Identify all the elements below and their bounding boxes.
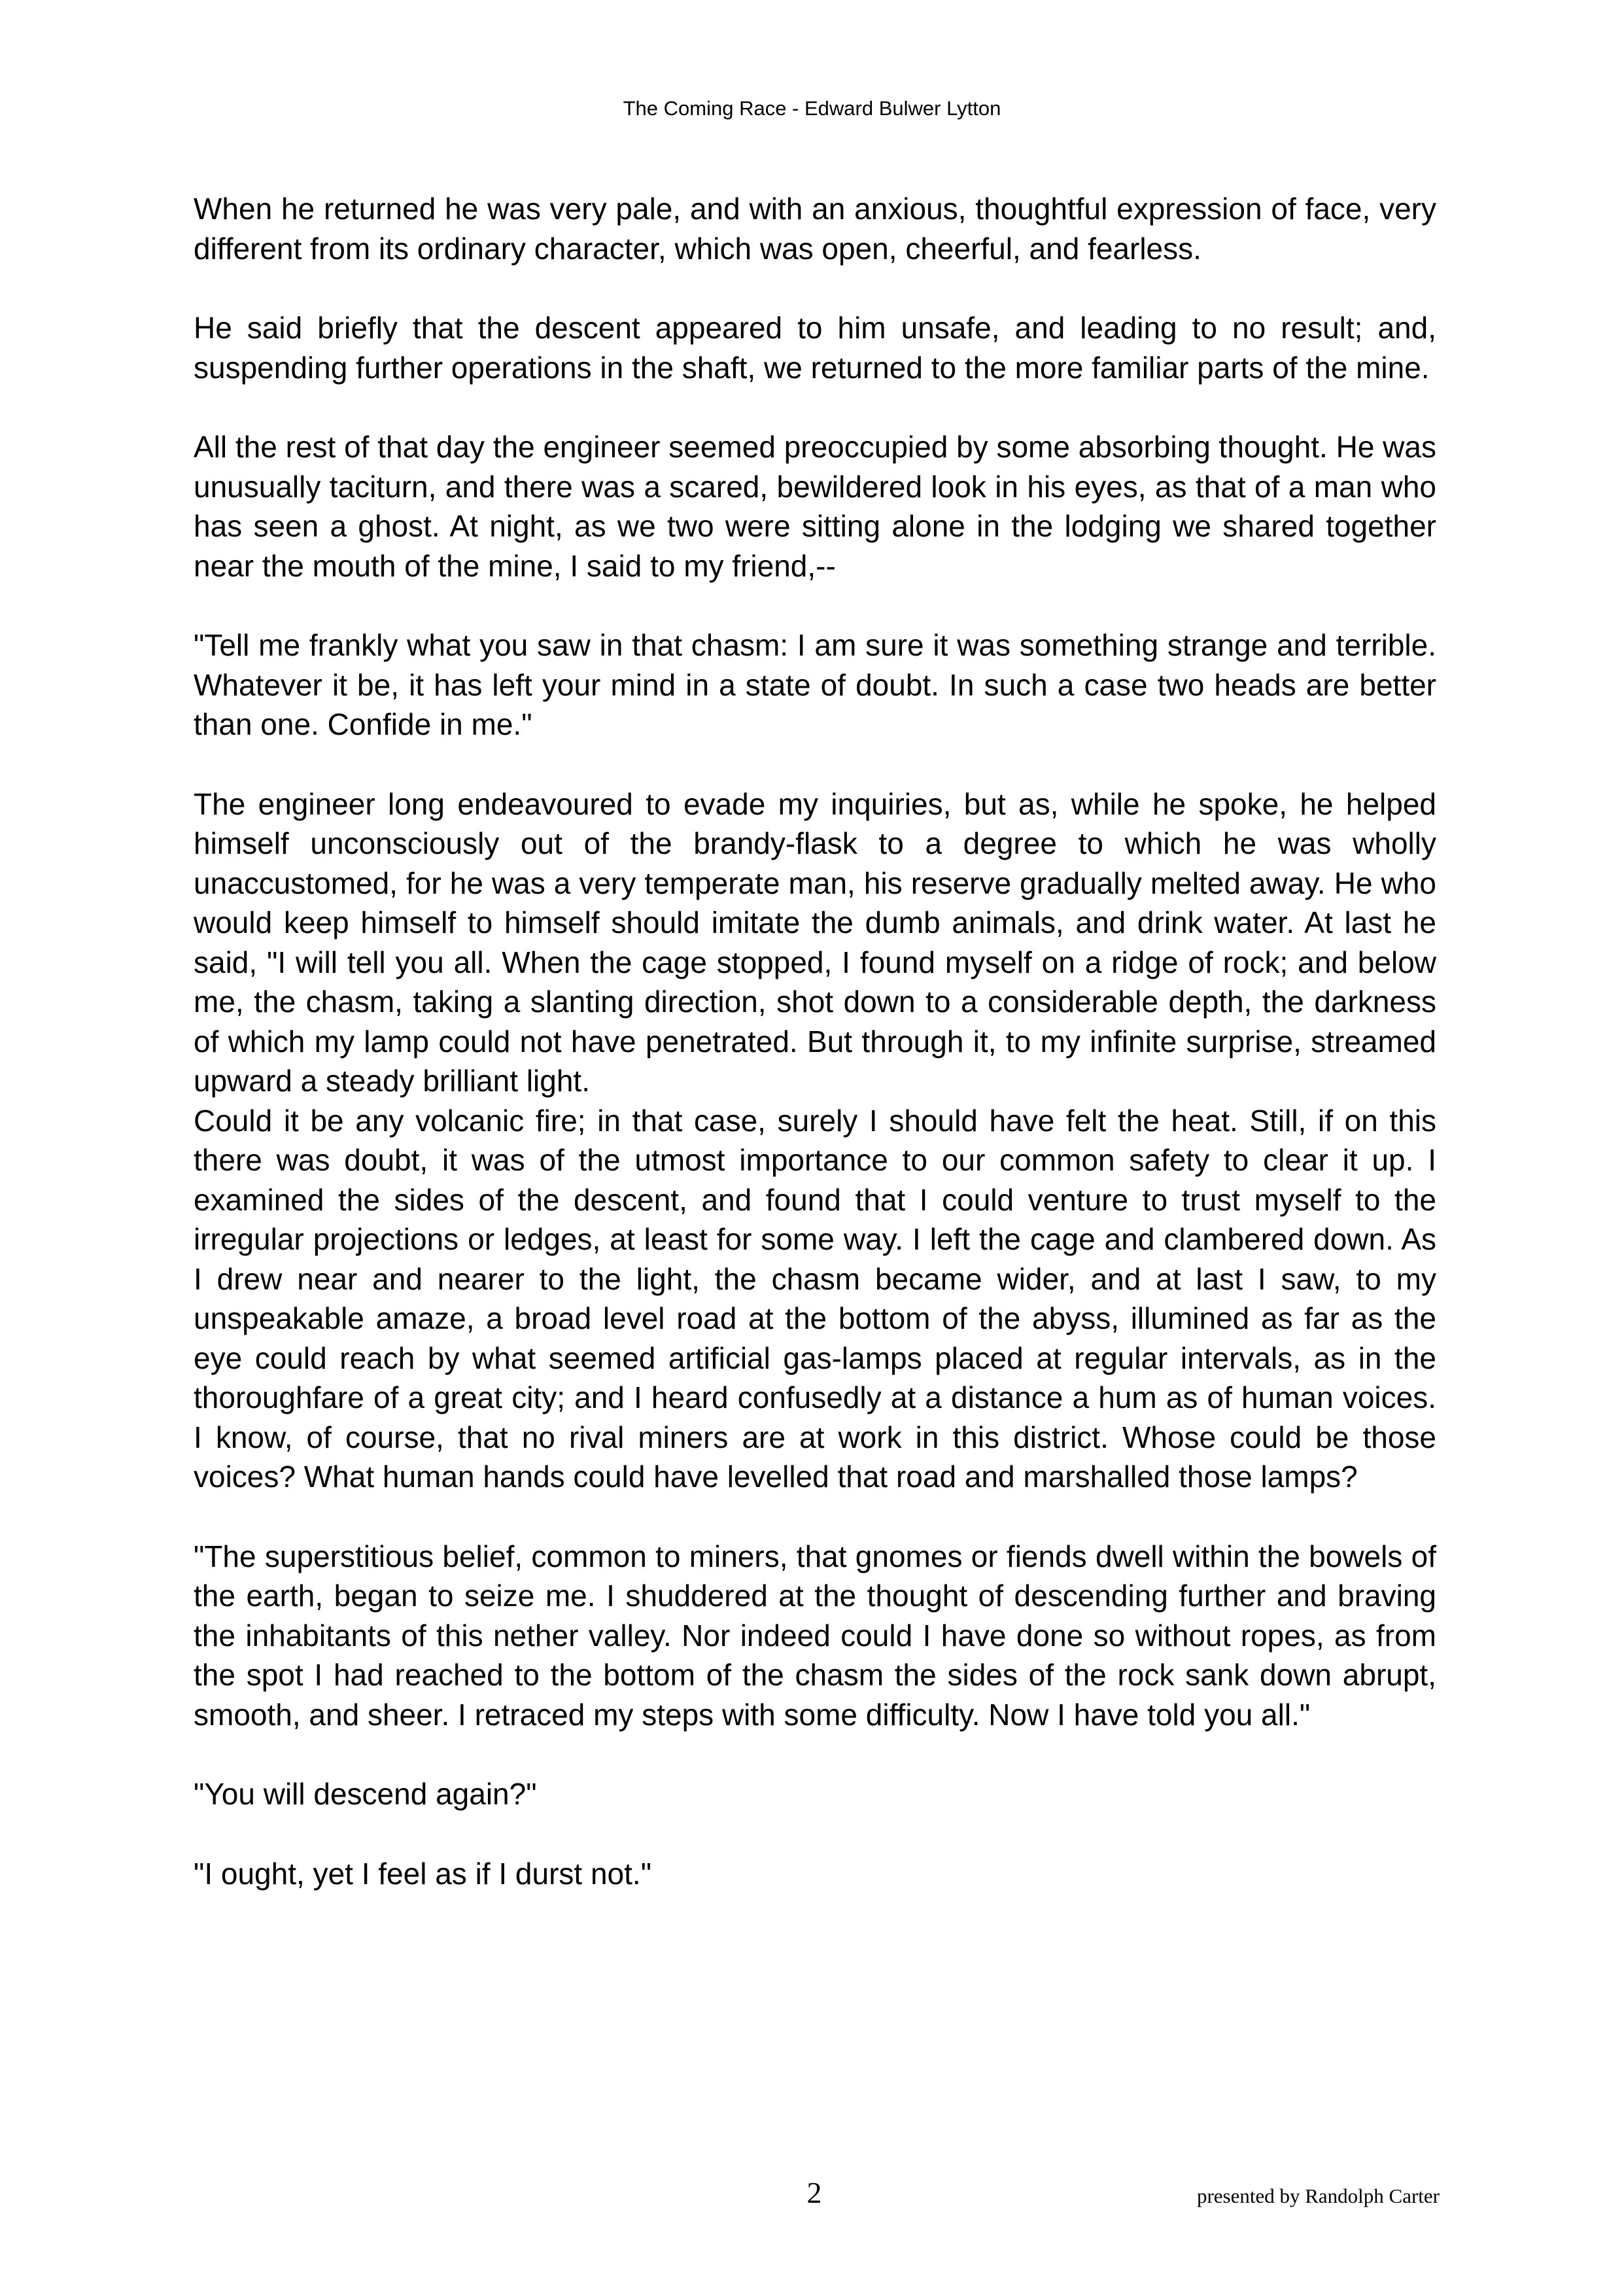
paragraph-superstitious-belief: "The superstitious belief, common to miners, that gnomes or fiends dwell within the bowels of the earth, began to seize me. I shuddered at the thought of descending further and braving the inhabitants of this nether valley. Nor indeed could I have done so without ropes, as from the spot I had reached to the bottom of the chasm the sides of the rock sank down abrupt, smooth, and sheer. I retraced my steps with some difficulty. Now I have told you all." [194,1539,1436,1732]
paragraph-return: When he returned he was very pale, and with an anxious, thoughtful expression of face, very different from its ordinary character, which was open, cheerful, and fearless. [194,192,1436,266]
running-header-title: The Coming Race - Edward Bulwer Lytton [623,97,1001,120]
page-number: 2 [806,2176,822,2209]
paragraph-volcanic-fire: Could it be any volcanic fire; in that case, surely I should have felt the heat. Still, if on this there was doubt, it was of the utmost importance to our common safety to clear it up. I examined the sides of the descent, and found that I could venture to trust myself to the irregular projections or ledges, at least for some way. I left the cage and clambered down. As I drew near and nearer to the light, the chasm became wider, and at last I saw, to my unspeakable amaze, a broad level road at the bottom of the abyss, illumined as far as the eye could reach by what seemed artificial gas-lamps placed at regular intervals, as in the thoroughfare of a great city; and I heard confusedly at a distance a hum as of human voices. I know, of course, that no rival miners are at work in this district. Whose could be those voices? What human hands could have levelled that road and marshalled those lamps? [194,1103,1436,1494]
paragraph-descend-again: "You will descend again?" [194,1777,537,1811]
paragraph-descent-unsafe: He said briefly that the descent appeared to him unsafe, and leading to no result; and, suspending further operations in the shaft, we returned to the more familiar parts of the mine. [194,311,1436,385]
paragraph-engineer-account: The engineer long endeavoured to evade my inquiries, but as, while he spoke, he helped himself unconsciously out of the brandy-flask to a degree to which he was wholly unaccustomed, for he was a very temperate man, his reserve gradually melted away. He who would keep himself to himself should imitate the dumb animals, and drink water. At last he said, "I will tell you all. When the cage stopped, I found myself on a ridge of rock; and below me, the chasm, taking a slanting direction, shot down to a considerable depth, the darkness of which my lamp could not have penetrated. But through it, to my infinite surprise, streamed upward a steady brilliant light. [194,786,1436,1098]
paragraph-tell-me: "Tell me frankly what you saw in that chasm: I am sure it was something strange and terrible. Whatever it be, it has left your mind in a state of doubt. In such a case two heads are better than one. Confide in me." [194,628,1436,741]
paragraph-durst-not: "I ought, yet I feel as if I durst not." [194,1856,652,1891]
footer-credit: presented by Randolph Carter [1196,2184,1440,2207]
book-body-text [194,189,1436,1933]
paragraph-preoccupied: All the rest of that day the engineer seemed preoccupied by some absorbing thought. He was unusually taciturn, and there was a scared, bewildered look in his eyes, as that of a man who has seen a ghost. At night, as we two were sitting alone in the lodging we shared together near the mouth of the mine, I said to my friend,-- [194,430,1436,583]
